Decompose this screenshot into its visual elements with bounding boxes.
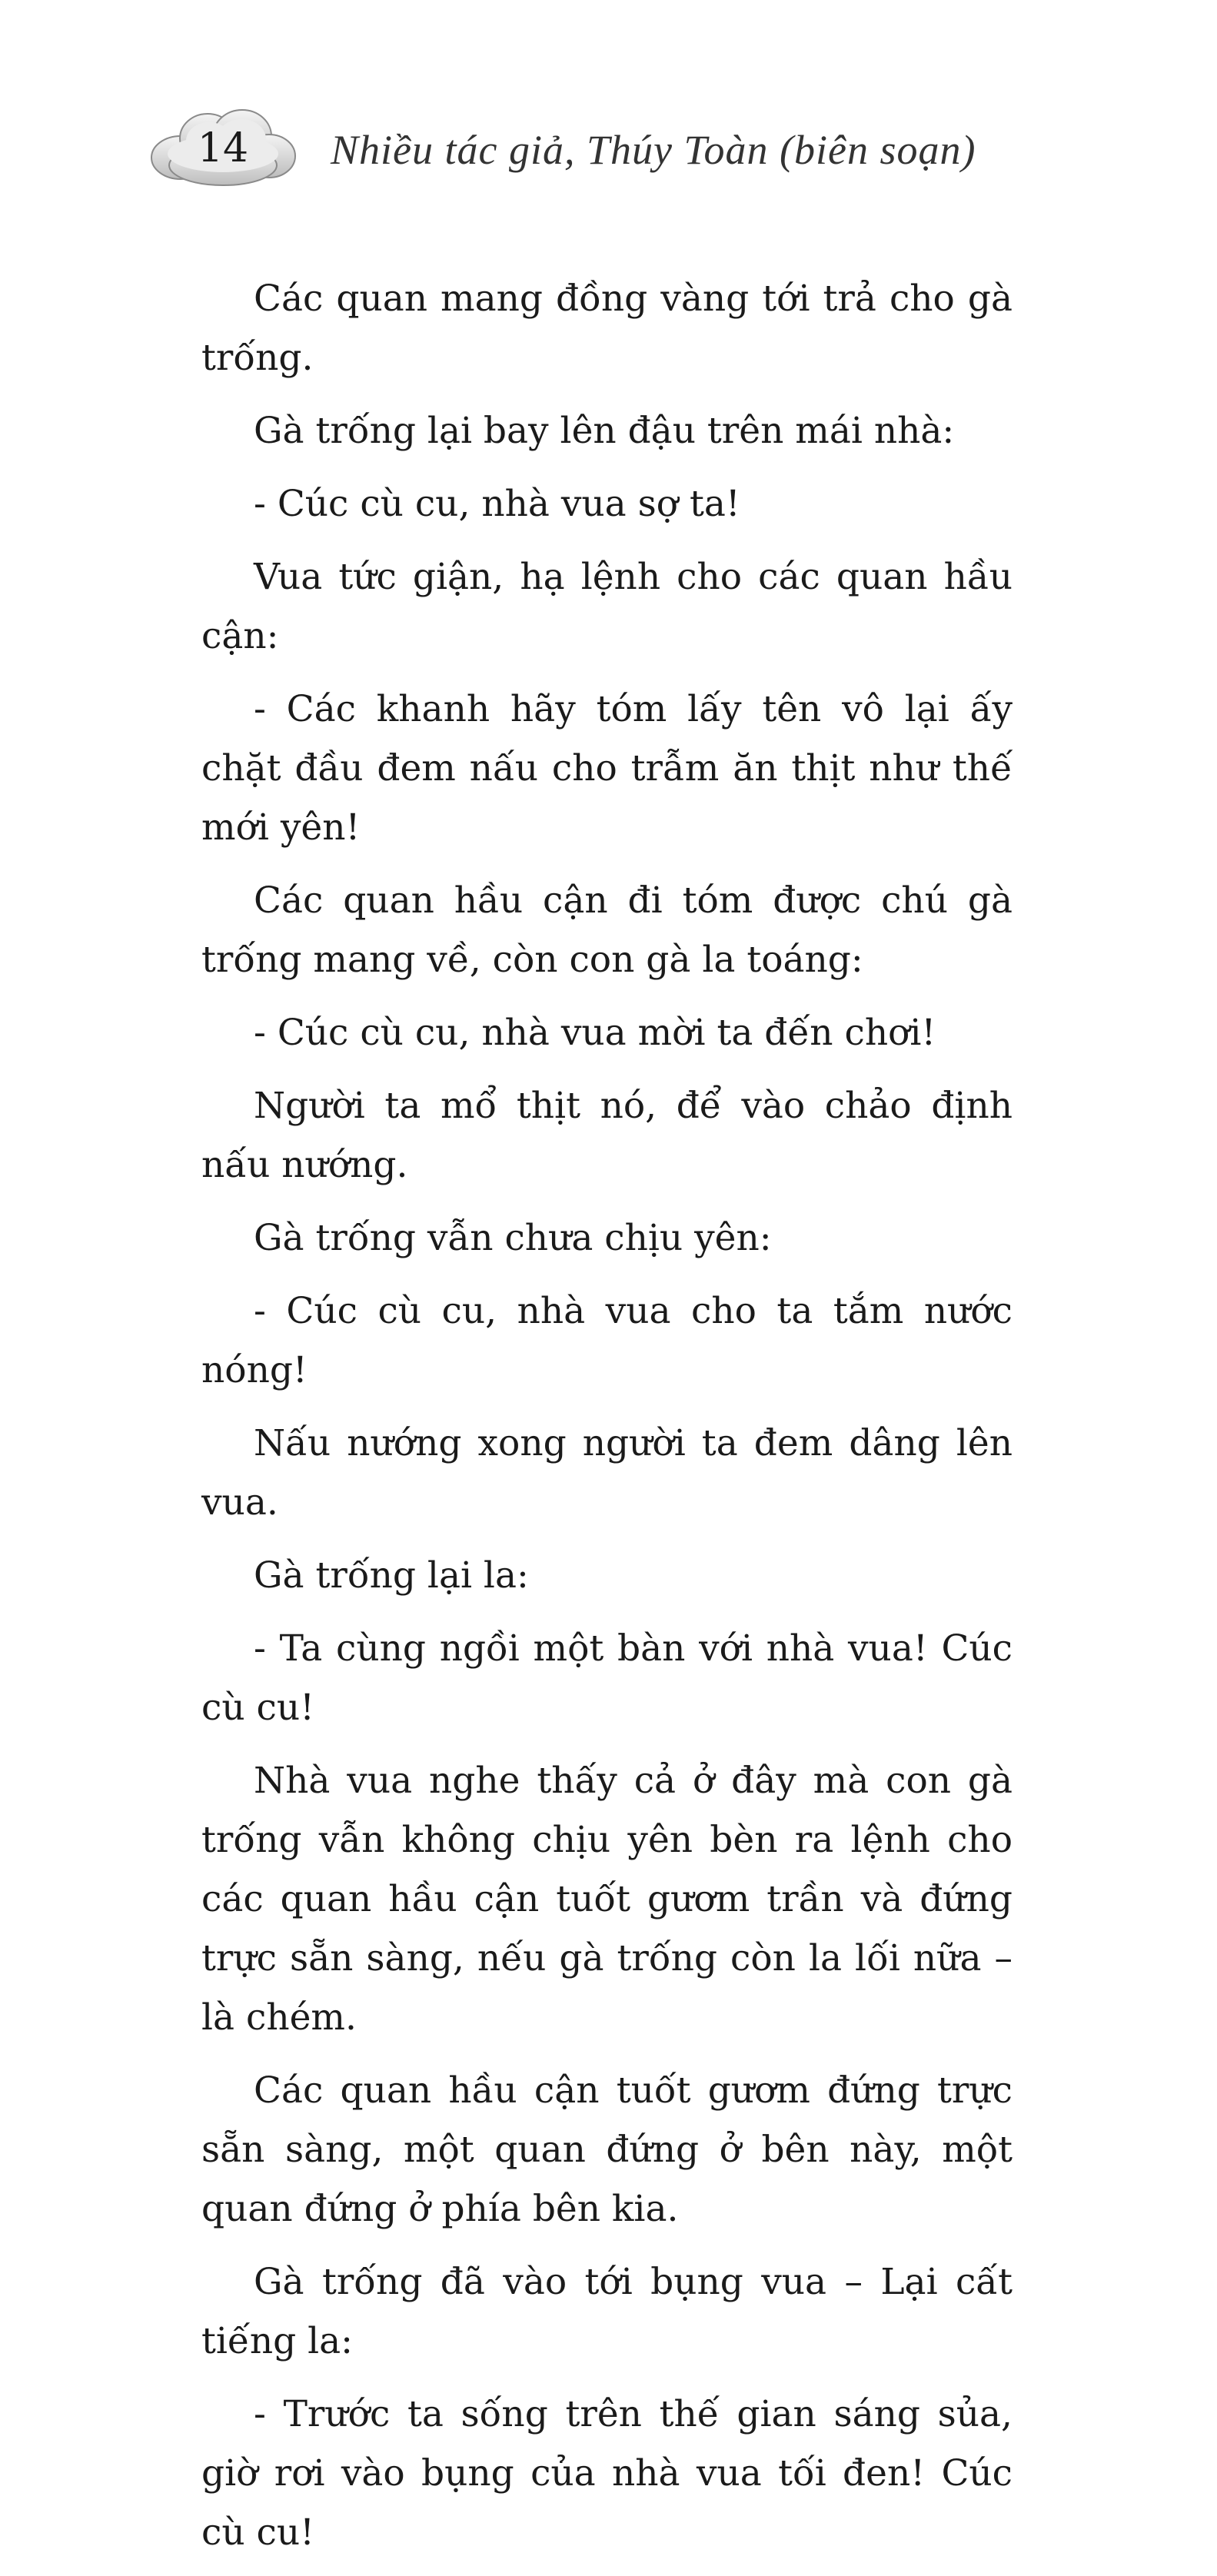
paragraph: - Cúc cù cu, nhà vua mời ta đến chơi! bbox=[254, 1012, 936, 1054]
paragraph: Nấu nướng xong người ta đem dâng lên vua. bbox=[201, 1422, 1013, 1524]
paragraph: - Cúc cù cu, nhà vua sợ ta! bbox=[254, 483, 740, 525]
paragraph: - Ta cùng ngồi một bàn với nhà vua! Cúc cù cu! bbox=[201, 1627, 1013, 1729]
paragraph: Gà trống đã vào tới bụng vua – Lại cất tiếng la: bbox=[201, 2261, 1013, 2362]
paragraph: - Cúc cù cu, nhà vua cho ta tắm nước nóng! bbox=[201, 1290, 1013, 1391]
paragraph: Các quan hầu cận tuốt gươm đứng trực sẵn sàng, một quan đứng ở bên này, một quan đứng ở phía bên kia. bbox=[201, 2069, 1013, 2230]
paragraph: Vua tức giận, hạ lệnh cho các quan hầu cận: bbox=[201, 556, 1013, 657]
running-header-title: Nhiều tác giả, Thúy Toàn (biên soạn) bbox=[331, 127, 976, 173]
paragraph: - Trước ta sống trên thế gian sáng sủa, giờ rơi vào bụng của nhà vua tối đen! Cúc cù cu! bbox=[201, 2393, 1013, 2554]
paragraph: Các quan mang đồng vàng tới trả cho gà trống. bbox=[201, 278, 1013, 379]
paragraph: Người ta mổ thịt nó, để vào chảo định nấu nướng. bbox=[201, 1085, 1013, 1186]
paragraph: Gà trống lại bay lên đậu trên mái nhà: bbox=[254, 410, 955, 452]
paragraph: Các quan hầu cận đi tóm được chú gà trống mang về, còn con gà la toáng: bbox=[201, 879, 1013, 981]
page-number: 14 bbox=[197, 125, 249, 171]
paragraph: Nhà vua nghe thấy cả ở đây mà con gà trống vẫn không chịu yên bèn ra lệnh cho các quan hầu cận tuốt gươm trần và đứng trực sẵn sàng, nếu gà trống còn la lối nữa – là chém. bbox=[201, 1760, 1013, 2039]
page-header bbox=[146, 104, 1069, 204]
paragraph: Gà trống lại la: bbox=[254, 1554, 529, 1597]
paragraph: - Các khanh hãy tóm lấy tên vô lại ấy chặt đầu đem nấu cho trẫm ăn thịt như thế mới yên! bbox=[201, 688, 1013, 849]
body-text bbox=[201, 269, 1013, 2576]
paragraph: Gà trống vẫn chưa chịu yên: bbox=[254, 1217, 772, 1259]
